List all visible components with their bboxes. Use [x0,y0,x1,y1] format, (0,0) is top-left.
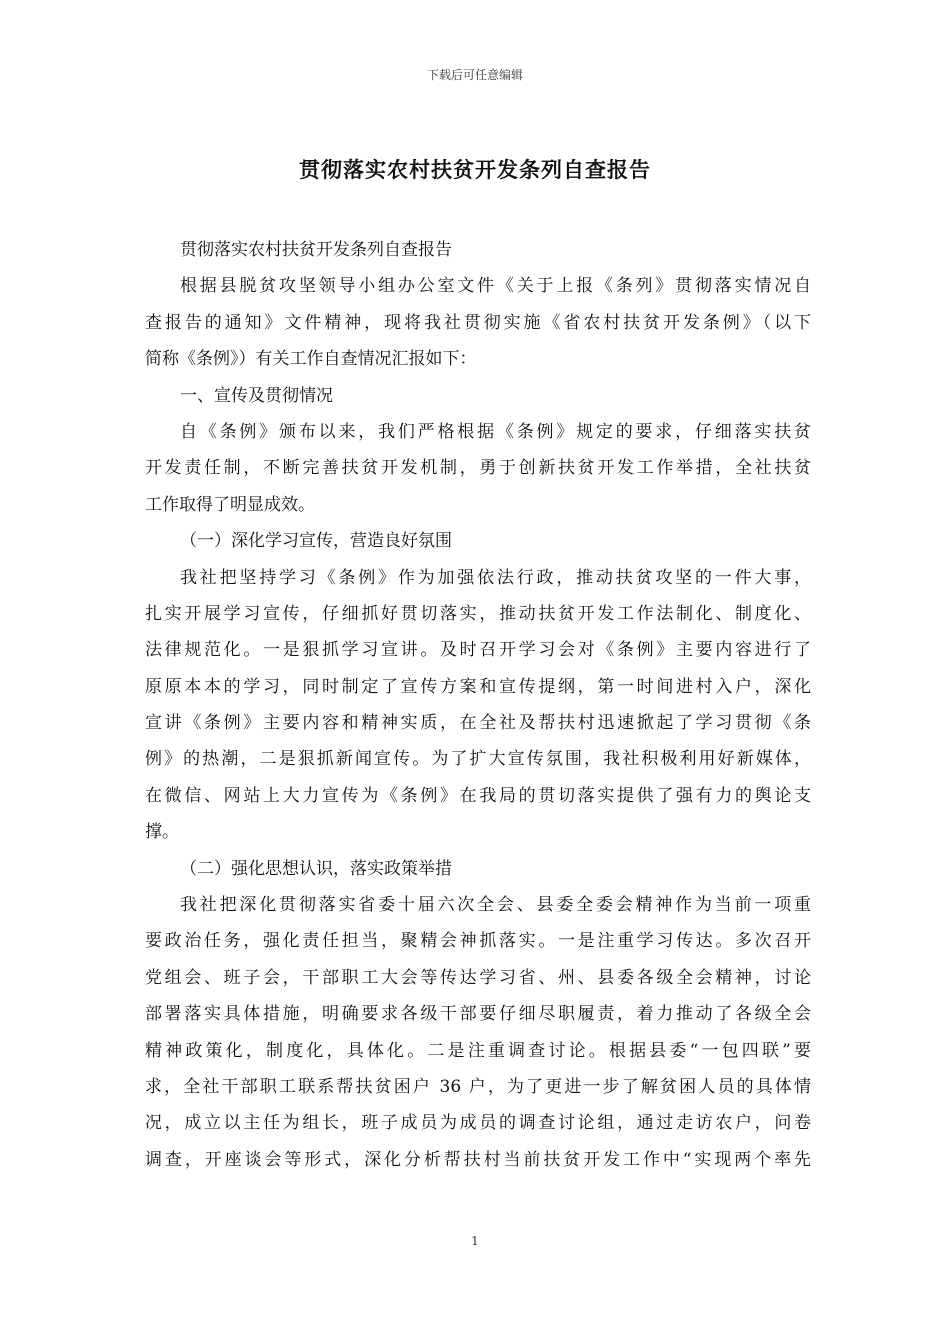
document-title: 贯彻落实农村扶贫开发条列自查报告 [299,157,651,182]
text-line: 调查，开座谈会等形式，深化分析帮扶村当前扶贫开发工作中“实现两个率先 [145,1149,811,1170]
text-line: 工作取得了明显成效。 [145,494,315,515]
document-body [145,232,811,1178]
page-number: 1 [471,1234,479,1248]
text-line: 党组会、班子会，干部职工大会等传达学习省、州、县委各级全会精神，讨论 [145,967,811,988]
text-line: 况，成立以主任为组长，班子成员为成员的调查讨论组，通过走访农户，问卷 [145,1113,811,1134]
text-line: 部署落实具体措施，明确要求各级干部要仔细尽职履责，着力推动了各级全会 [145,1004,811,1025]
text-line: 查报告的通知》文件精神，现将我社贯彻实施《省农村扶贫开发条例》（以下 [145,312,811,333]
text-line: 我社把深化贯彻落实省委十届六次全会、县委全委会精神作为当前一项重 [180,895,811,916]
text-line: 例》的热潮，二是狠抓新闻宣传。为了扩大宣传氛围，我社积极利用好新媒体， [145,749,811,770]
text-line: 求，全社干部职工联系帮扶贫困户 36 户，为了更进一步了解贫困人员的具体情 [145,1076,811,1097]
text-line: 精神政策化，制度化，具体化。二是注重调查讨论。根据县委“一包四联”要 [145,1040,811,1061]
text-line: 贯彻落实农村扶贫开发条列自查报告 [180,240,452,260]
text-line: 在微信、网站上大力宣传为《条例》在我局的贯切落实提供了强有力的舆论支 [145,785,811,806]
text-line: 撑。 [145,822,179,843]
text-line: 开发责任制，不断完善扶贫开发机制，勇于创新扶贫开发工作举措，全社扶贫 [145,458,811,479]
text-line: 一、宣传及贯彻情况 [180,385,333,406]
text-line: （二）强化思想认识，落实政策举措 [180,858,452,879]
text-line: 原原本本的学习，同时制定了宣传方案和宣传提纲，第一时间进村入户，深化 [145,676,811,697]
text-line: 自《条例》颁布以来，我们严格根据《条例》规定的要求，仔细落实扶贫 [180,421,811,442]
text-line: 根据县脱贫攻坚领导小组办公室文件《关于上报《条列》贯彻落实情况自 [180,276,811,297]
text-line: 简称《条例》）有关工作自查情况汇报如下： [145,349,477,370]
text-line: 宣讲《条例》主要内容和精神实质，在全社及帮扶村迅速掀起了学习贯彻《条 [145,713,811,734]
text-line: 法律规范化。一是狠抓学习宣讲。及时召开学习会对《条例》主要内容进行了 [145,640,811,661]
text-line: 扎实开展学习宣传，仔细抓好贯切落实，推动扶贫开发工作法制化、制度化、 [145,603,811,624]
header-note: 下载后可任意编辑 [426,68,523,82]
text-line: 我社把坚持学习《条例》作为加强依法行政，推动扶贫攻坚的一件大事， [180,567,811,588]
text-line: 要政治任务，强化责任担当，聚精会神抓落实。一是注重学习传达。多次召开 [145,931,811,952]
text-line: （一）深化学习宣传，营造良好氛围 [180,531,452,552]
